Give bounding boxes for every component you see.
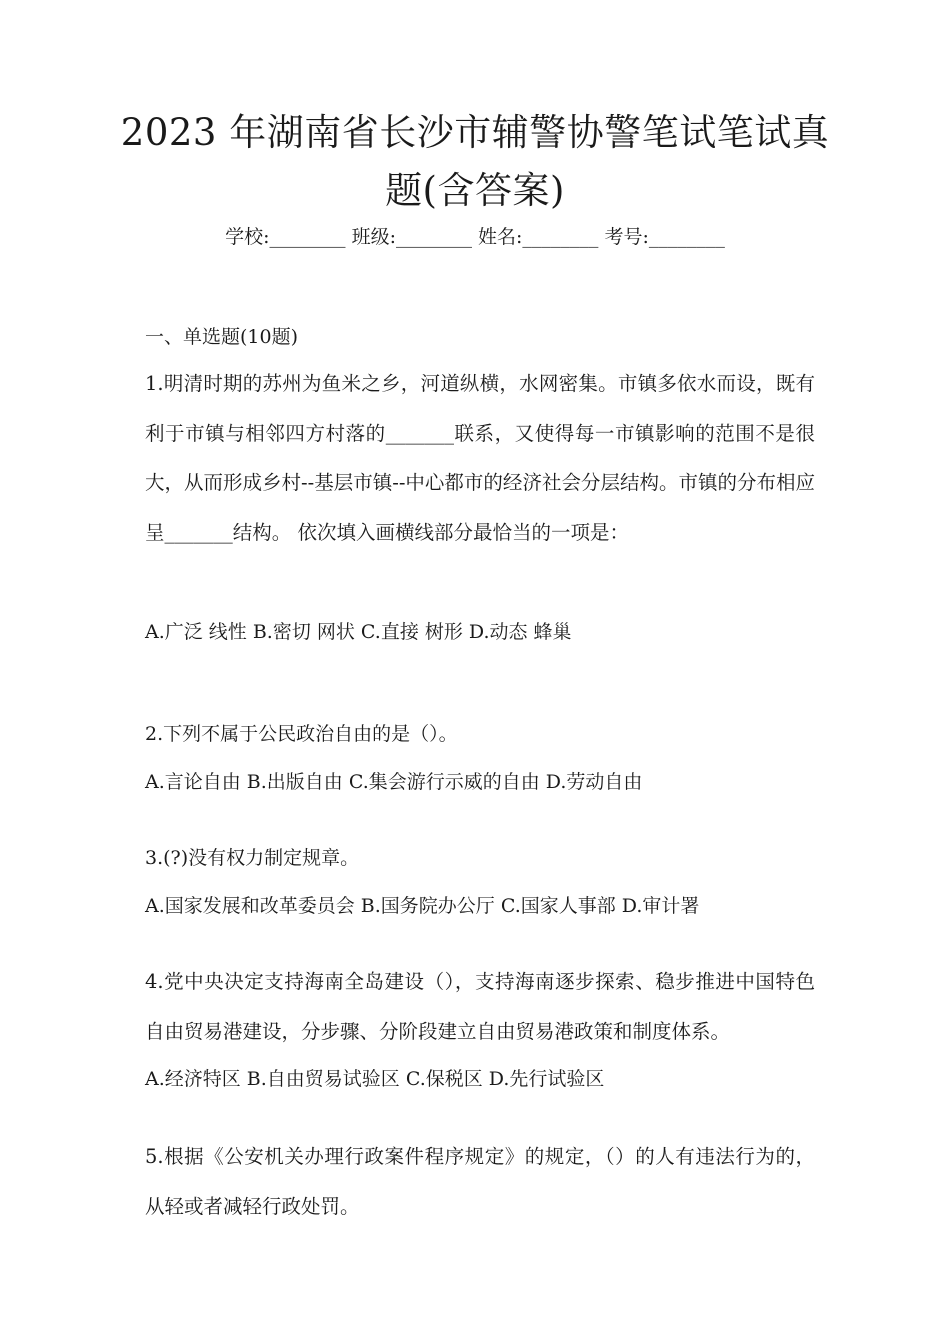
question-4-options: A.经济特区 B.自由贸易试验区 C.保税区 D.先行试验区	[145, 1068, 605, 1090]
title-line-2: 题(含答案)	[385, 169, 565, 212]
student-info-line	[0, 222, 950, 252]
question-1-options: A.广泛 线性 B.密切 网状 C.直接 树形 D.动态 蜂巢	[145, 621, 572, 643]
title-line-1: 2023 年湖南省长沙市辅警协警笔试笔试真	[120, 111, 830, 154]
question-1-stem: 1.明清时期的苏州为鱼米之乡，河道纵横，水网密集。市镇多依水而设，既有利于市镇与相邻四方村落的_______联系，又使得每一市镇影响的范围不是很大，从而形成乡村--基层市镇--中心都市的经济社会分层结构。市镇的分布相应呈_______结构。 依次填入画横线部分最恰当的一项是：	[145, 372, 815, 544]
section-title: 一、单选题(10题)	[145, 326, 299, 348]
question-2-stem: 2.下列不属于公民政治自由的是（）。	[145, 723, 458, 745]
question-2-options: A.言论自由 B.出版自由 C.集会游行示威的自由 D.劳动自由	[145, 771, 643, 793]
question-3-options: A.国家发展和改革委员会 B.国务院办公厅 C.国家人事部 D.审计署	[145, 895, 700, 917]
question-4-stem: 4.党中央决定支持海南全岛建设（），支持海南逐步探索、稳步推进中国特色自由贸易港建设，分步骤、分阶段建立自由贸易港政策和制度体系。	[145, 970, 815, 1043]
student-info-text: 学校:________ 班级:________ 姓名:________ 考号:________	[225, 226, 725, 248]
document-title	[100, 104, 850, 220]
question-3-stem: 3.(?)没有权力制定规章。	[145, 847, 360, 869]
question-5-stem: 5.根据《公安机关办理行政案件程序规定》的规定，（）的人有违法行为的，从轻或者减轻行政处罚。	[145, 1145, 815, 1218]
